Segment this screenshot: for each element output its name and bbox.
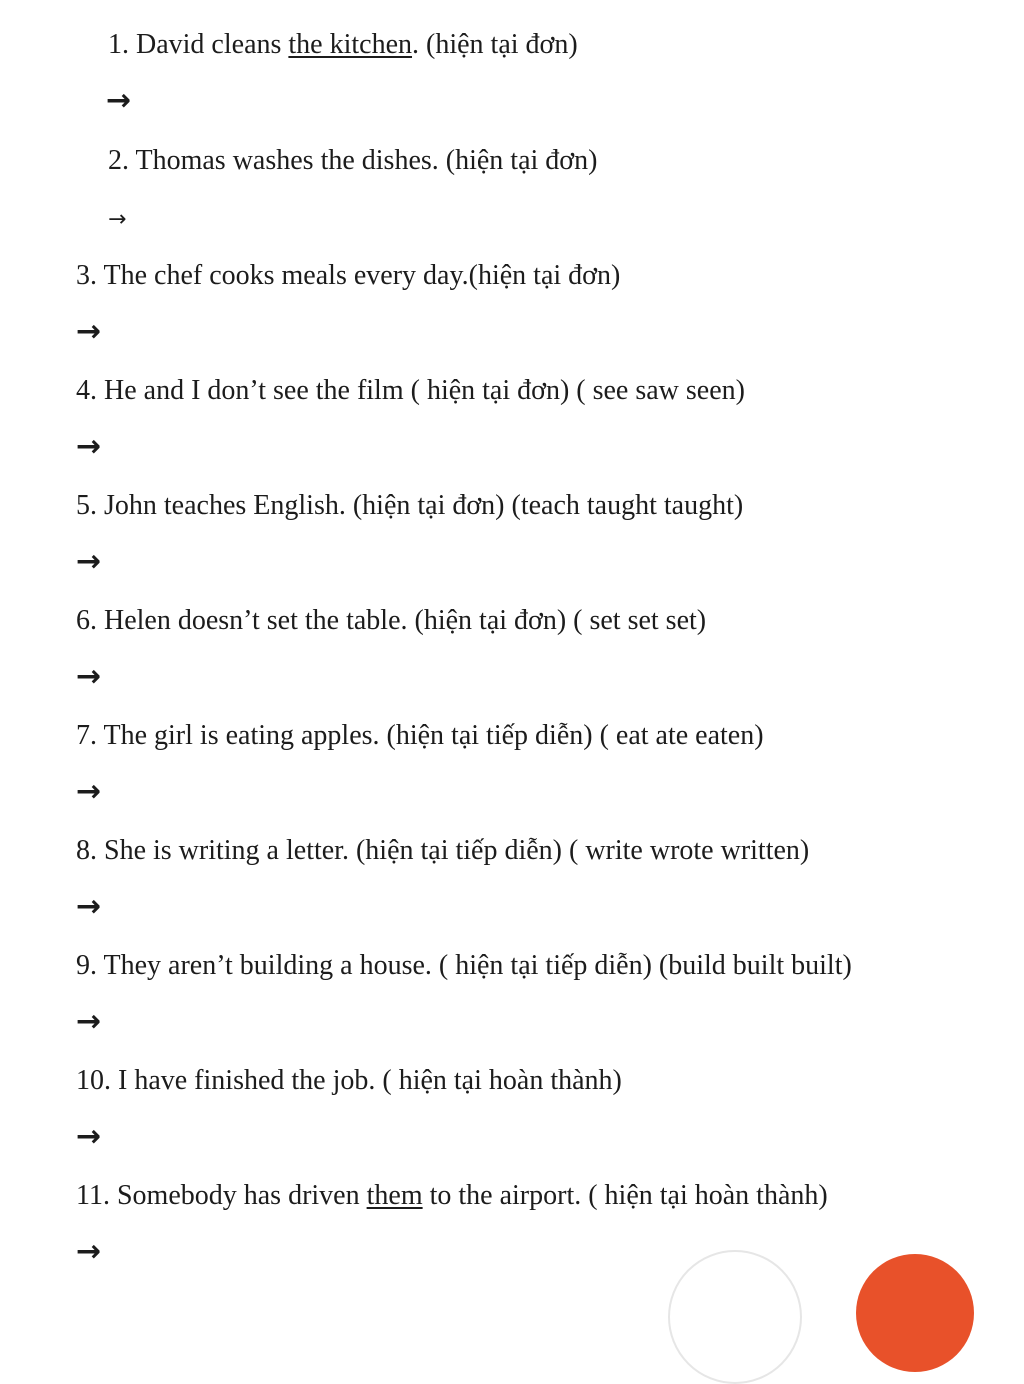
question-1-underlined-phrase: the kitchen	[288, 29, 413, 60]
answer-arrow-4: →	[76, 429, 102, 464]
answer-arrow-9: →	[76, 1004, 102, 1039]
question-11-underlined-word: them	[366, 1180, 423, 1211]
question-1	[108, 28, 578, 62]
question-9: 9. They aren’t building a house. ( hiện tại tiếp diễn) (build built built)	[76, 950, 852, 981]
question-10: 10. I have finished the job. ( hiện tại hoàn thành)	[76, 1065, 622, 1096]
floating-action-button[interactable]	[856, 1254, 974, 1372]
question-1-text-start: 1. David cleans	[108, 29, 289, 60]
answer-arrow-11: →	[76, 1234, 102, 1269]
floating-action-circle[interactable]	[668, 1250, 802, 1384]
question-11-text-end: to the airport. ( hiện tại hoàn thành)	[422, 1180, 828, 1211]
answer-arrow-1: →	[106, 83, 132, 118]
answer-arrow-3: →	[76, 314, 102, 349]
question-11	[76, 1179, 828, 1213]
answer-arrow-8: →	[76, 889, 102, 924]
question-1-text-end: . (hiện tại đơn)	[412, 29, 578, 60]
question-3: 3. The chef cooks meals every day.(hiện tại đơn)	[76, 260, 621, 291]
question-8: 8. She is writing a letter. (hiện tại tiếp diễn) ( write wrote written)	[76, 835, 810, 866]
question-2: 2. Thomas washes the dishes. (hiện tại đơn)	[108, 145, 598, 176]
question-5: 5. John teaches English. (hiện tại đơn) (teach taught taught)	[76, 490, 744, 521]
answer-arrow-10: →	[76, 1119, 102, 1154]
question-11-text-start: 11. Somebody has driven	[76, 1180, 367, 1211]
question-4: 4. He and I don’t see the film ( hiện tại đơn) ( see saw seen)	[76, 375, 745, 406]
answer-arrow-7: →	[76, 774, 102, 809]
answer-arrow-5: →	[76, 544, 102, 579]
question-7: 7. The girl is eating apples. (hiện tại tiếp diễn) ( eat ate eaten)	[76, 720, 764, 751]
answer-arrow-6: →	[76, 659, 102, 694]
question-6: 6. Helen doesn’t set the table. (hiện tại đơn) ( set set set)	[76, 605, 707, 636]
answer-arrow-2: →	[108, 207, 127, 232]
